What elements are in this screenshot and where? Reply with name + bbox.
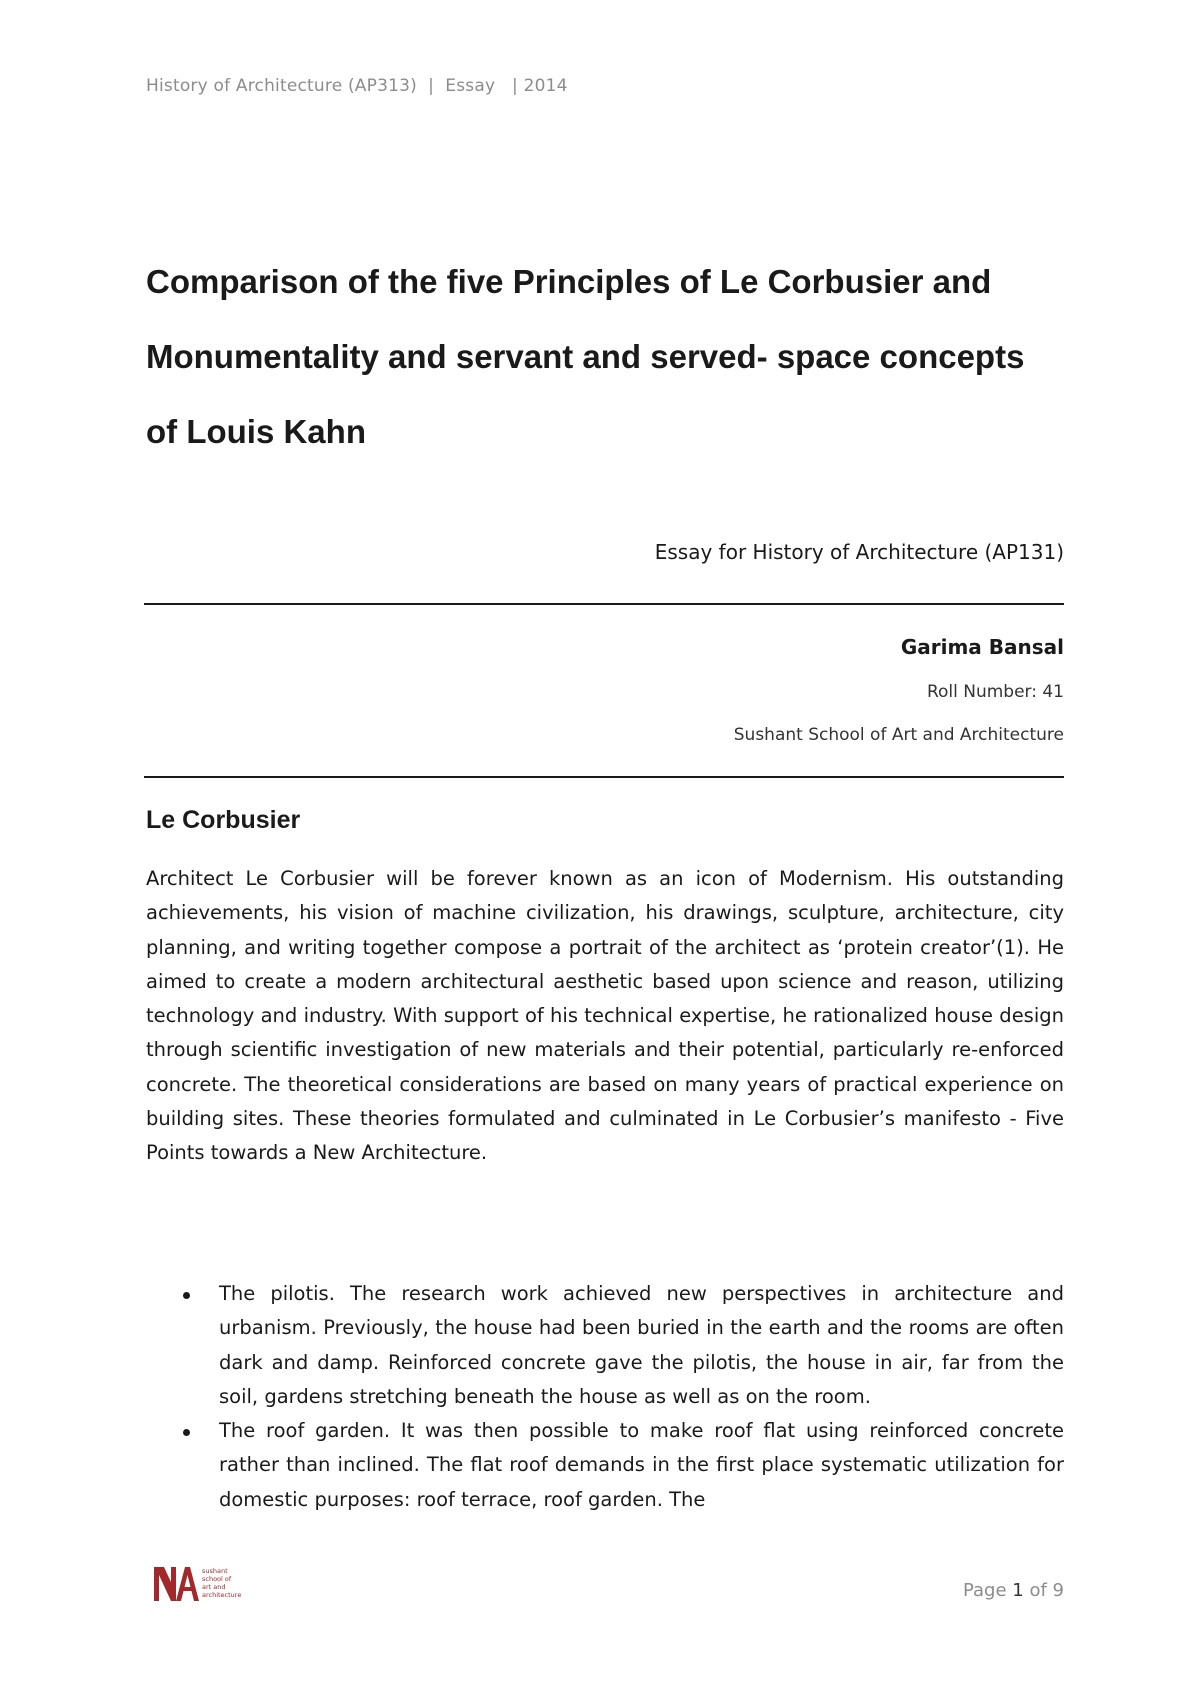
total-pages: 9 [1052, 1580, 1064, 1601]
document-title [146, 244, 1066, 469]
bullet-icon [183, 1292, 190, 1299]
principles-list [146, 1277, 1064, 1517]
title-line-3: of Louis Kahn [146, 413, 366, 450]
of-word: of [1029, 1580, 1047, 1601]
intro-paragraph: Architect Le Corbusier will be forever known as an icon of Modernism. His outstanding achievements, his vision of machine civilization, his drawings, sculpture, architecture, city planning, and writing together compose a portrait of the architect as ‘protein creator’(1). He aimed to create a modern architectural aesthetic based upon science and reason, utilizing technology and industry. With support of his technical expertise, he rationalized house design through scientific investigation of new materials and their potential, particularly re-enforced concrete. The theoretical considerations are based on many years of practical experience on building sites. These theories formulated and culminated in Le Corbusier’s manifesto - Five Points towards a New Architecture. [146, 867, 1064, 1165]
school-name: Sushant School of Art and Architecture [733, 725, 1064, 745]
logo-text-line: sushant [202, 1567, 228, 1575]
list-item [146, 1414, 1064, 1517]
roll-number: Roll Number: 41 [926, 682, 1064, 702]
page-word: Page [962, 1580, 1007, 1601]
bullet-icon [183, 1429, 190, 1436]
list-item-text: The roof garden. It was then possible to make roof flat using reinforced concrete rather than inclined. The flat roof demands in the first place systematic utilization for domestic purposes: roof terrace, roof garden. The [219, 1419, 1064, 1511]
essay-subtitle: Essay for History of Architecture (AP131) [654, 540, 1064, 564]
current-page: 1 [1012, 1580, 1024, 1601]
title-line-1: Comparison of the five Principles of Le Corbusier and [146, 263, 992, 300]
page-number [963, 1580, 1064, 1601]
logo-text-line: school of [202, 1575, 232, 1583]
logo-text-line: architecture [202, 1591, 242, 1599]
title-line-2: Monumentality and servant and served- space concepts [146, 338, 1025, 375]
running-header: History of Architecture (AP313) | Essay | 2014 [146, 76, 568, 96]
section-heading: Le Corbusier [146, 806, 301, 834]
author-name: Garima Bansal [900, 635, 1064, 659]
divider-top [144, 603, 1064, 605]
school-logo-icon [152, 1563, 248, 1605]
logo-text-line: art and [202, 1583, 226, 1591]
list-item [146, 1277, 1064, 1414]
divider-bottom [144, 776, 1064, 778]
list-item-text: The pilotis. The research work achieved new perspectives in architecture and urbanism. Previously, the house had been buried in the earth and the rooms are often dark and damp. Reinforced concrete gave the pilotis, the house in air, far from the soil, gardens stretching beneath the house as well as on the room. [219, 1282, 1064, 1408]
